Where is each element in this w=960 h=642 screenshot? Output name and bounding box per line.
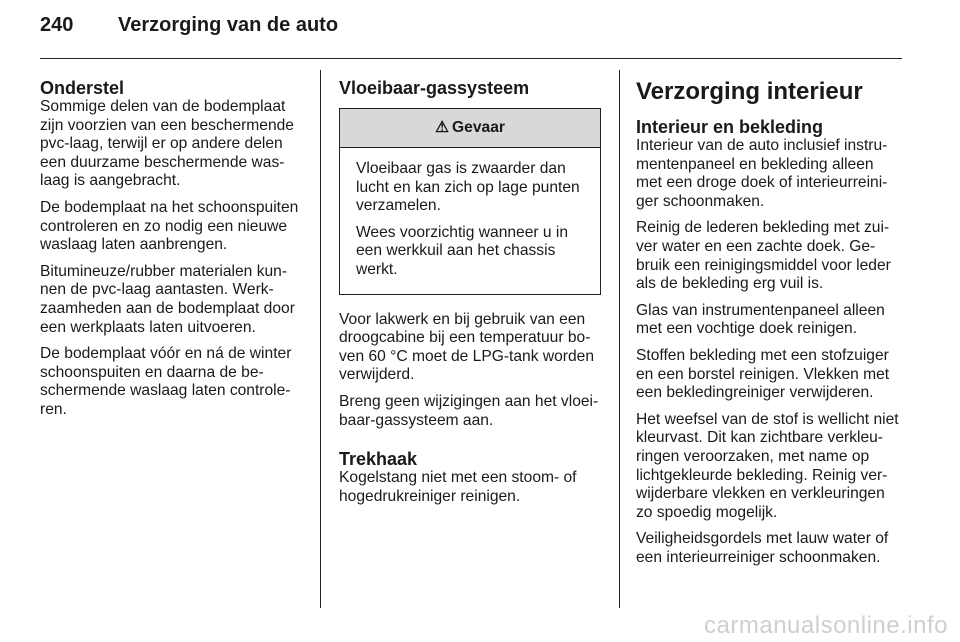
warning-box: [339, 108, 601, 295]
page-title: Verzorging van de auto: [118, 14, 339, 36]
paragraph: Veiligheidsgordels met lauw water of een interieurreiniger schoonmaken.: [636, 530, 889, 566]
warning-header: [340, 109, 600, 148]
paragraph: Stoffen bekleding met een stofzuiger en een borstel reinigen. Vlekken met een bekledingreiniger verwijderen.: [636, 346, 890, 402]
paragraph: Reinig de lederen bekleding met zui- ver water en een zachte doek. Ge- bruik een reinigingsmiddel voor leder als de bekleding erg vuil is.: [636, 219, 891, 293]
warning-body: [340, 148, 600, 294]
section-heading-vloeibaar-gassysteem: Vloeibaar-gassysteem: [339, 78, 530, 98]
page-header: [40, 14, 338, 37]
column-divider-1: [320, 70, 321, 608]
page-number: 240: [40, 14, 74, 36]
section-heading-trekhaak: Trekhaak: [339, 449, 418, 470]
paragraph: Breng geen wijzigingen aan het vloei- baar-gassysteem aan.: [339, 392, 599, 429]
paragraph: Glas van instrumentenpaneel alleen met een vochtige doek reinigen.: [636, 301, 885, 338]
paragraph: Kogelstang niet met een stoom- of hogedrukreiniger reinigen.: [339, 469, 577, 505]
paragraph: Voor lakwerk en bij gebruik van een droogcabine bij een temperatuur bo- ven 60 °C moet de LPG-tank worden verwijderd.: [339, 310, 595, 384]
paragraph: Interieur van de auto inclusief instru- mentenpaneel en bekleding alleen met een droge doek of interieurreini- ger schoonmaken.: [636, 137, 888, 210]
column-1: [40, 78, 312, 428]
section-heading-verzorging-interieur: Verzorging interieur: [636, 78, 863, 105]
warning-icon: ⚠: [435, 119, 450, 136]
column-3: [636, 78, 906, 575]
paragraph: Bitumineuze/rubber materialen kun- nen de pvc-laag aantasten. Werk- zaamheden aan de bodemplaat door een werkplaats laten uitvoeren.: [40, 262, 295, 336]
paragraph: De bodemplaat na het schoonspuiten controleren en zo nodig een nieuwe waslaag laten aanbrengen.: [40, 198, 299, 254]
column-divider-2: [619, 70, 620, 608]
section-heading-onderstel: Onderstel: [40, 78, 125, 98]
column-2: [339, 78, 601, 514]
warning-text: Vloeibaar gas is zwaarder dan lucht en kan zich op lage punten verzamelen.: [356, 160, 580, 215]
header-rule: [40, 58, 902, 59]
paragraph: Het weefsel van de stof is wellicht niet kleurvast. Dit kan zichtbare verkleu- ringen veroorzaken, met name op lichtgekleurde bekleding. Reinig ver- wijderbare vlekken en verkleuringen zo spoedig mogelijk.: [636, 410, 899, 521]
warning-text: Wees voorzichtig wanneer u in een werkkuil aan het chassis werkt.: [356, 223, 569, 278]
watermark: carmanualsonline.info: [704, 612, 948, 639]
subsection-heading-interieur-en-bekleding: Interieur en bekleding: [636, 117, 824, 137]
paragraph: Sommige delen van de bodemplaat zijn voorzien van een beschermende pvc-laag, terwijl er op andere delen een duurzame beschermende was- laag is aangebracht.: [40, 98, 294, 190]
paragraph: De bodemplaat vóór en ná de winter schoonspuiten en daarna de be- schermende waslaag laten controle- ren.: [40, 345, 292, 418]
warning-title: Gevaar: [452, 119, 505, 136]
